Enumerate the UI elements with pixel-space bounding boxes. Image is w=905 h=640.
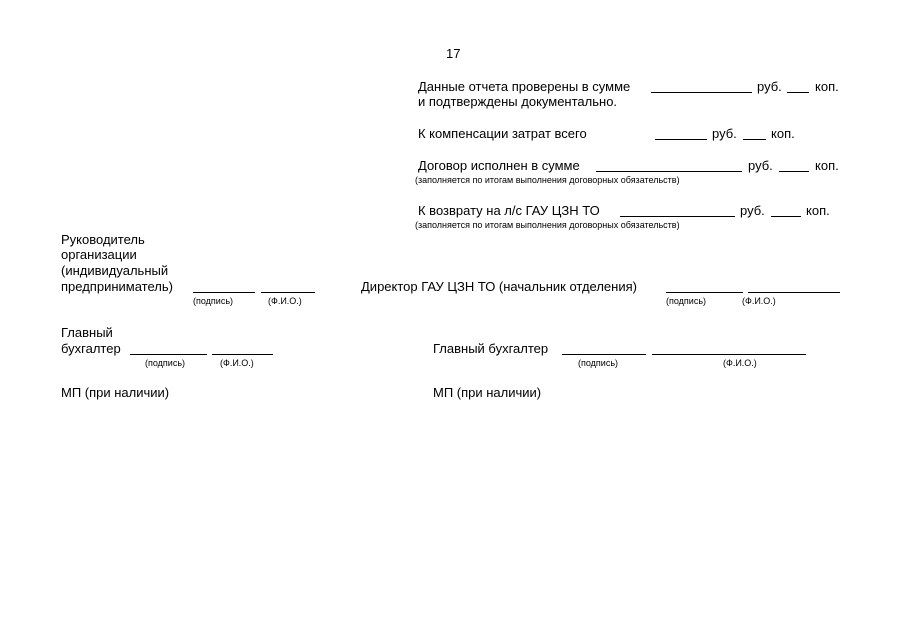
accountant-left-signature-line[interactable] [130,354,207,355]
refund-kop-line[interactable] [771,216,801,217]
contract-rub: руб. [748,158,773,173]
contract-amount-line[interactable] [596,171,742,172]
compensation-kop-line[interactable] [743,139,766,140]
accountant-left-fio-line[interactable] [212,354,273,355]
director-label: Директор ГАУ ЦЗН ТО (начальник отделения) [361,279,637,294]
head-label-line1: Руководитель [61,232,145,247]
head-fio-caption: (Ф.И.О.) [268,296,302,306]
stamp-left: МП (при наличии) [61,385,170,400]
director-signature-caption: (подпись) [666,296,707,306]
verification-kop-line[interactable] [787,92,809,93]
refund-rub: руб. [740,203,765,218]
accountant-right-signature-caption: (подпись) [578,358,619,368]
contract-note: (заполняется по итогам выполнения договорных обязательств) [415,175,680,185]
refund-amount-line[interactable] [620,216,735,217]
head-fio-line[interactable] [261,292,315,293]
compensation-kop: коп. [771,126,795,141]
accountant-right-fio-caption: (Ф.И.О.) [723,358,757,368]
compensation-label: К компенсации затрат всего [418,126,587,141]
verification-amount-line[interactable] [651,92,752,93]
compensation-amount-line[interactable] [655,139,707,140]
compensation-rub: руб. [712,126,737,141]
accountant-left-line2: бухгалтер [61,341,121,356]
head-label-line2: организации [61,247,137,262]
director-fio-caption: (Ф.И.О.) [742,296,776,306]
refund-note: (заполняется по итогам выполнения договорных обязательств) [415,220,680,230]
accountant-right-fio-line[interactable] [652,354,806,355]
contract-kop: коп. [815,158,839,173]
page-number: 17 [446,46,461,61]
verification-label: Данные отчета проверены в сумме [418,79,631,94]
refund-kop: коп. [806,203,830,218]
director-fio-line[interactable] [748,292,840,293]
accountant-right-signature-line[interactable] [562,354,646,355]
head-signature-caption: (подпись) [193,296,234,306]
head-label-line4: предприниматель) [61,279,173,294]
verification-kop: коп. [815,79,839,94]
accountant-left-fio-caption: (Ф.И.О.) [220,358,254,368]
accountant-right-label: Главный бухгалтер [433,341,549,356]
accountant-left-signature-caption: (подпись) [145,358,186,368]
contract-label: Договор исполнен в сумме [418,158,580,173]
verification-rub: руб. [757,79,782,94]
director-signature-line[interactable] [666,292,743,293]
accountant-left-line1: Главный [61,325,113,340]
verification-line2: и подтверждены документально. [418,94,618,109]
head-label-line3: (индивидуальный [61,263,169,278]
head-signature-line[interactable] [193,292,255,293]
refund-label: К возврату на л/с ГАУ ЦЗН ТО [418,203,600,218]
contract-kop-line[interactable] [779,171,809,172]
stamp-right: МП (при наличии) [433,385,542,400]
